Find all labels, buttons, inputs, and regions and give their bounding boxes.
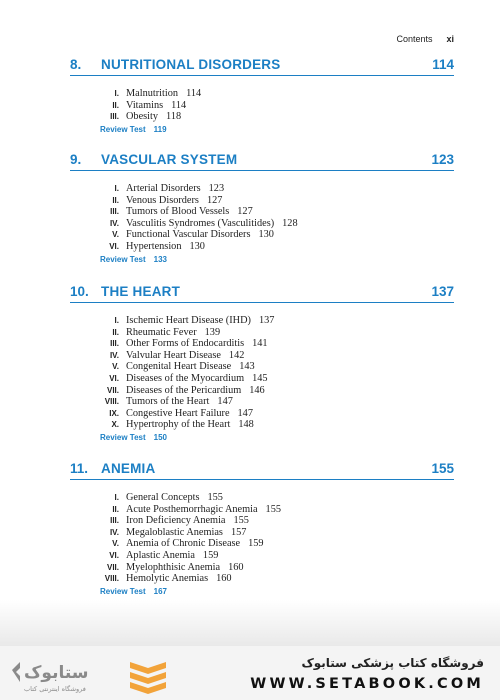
toc-entry[interactable] xyxy=(70,218,454,230)
logo-text: ستابوک xyxy=(24,663,89,683)
entry-title: Venous Disorders xyxy=(126,194,199,206)
chapter-heading[interactable] xyxy=(70,461,454,480)
entry-numeral: VI. xyxy=(109,550,119,560)
entry-page: 128 xyxy=(282,217,298,229)
review-test-entry[interactable] xyxy=(100,587,454,596)
section-list xyxy=(70,183,454,253)
entry-title: Congenital Heart Disease xyxy=(126,361,232,373)
toc-entry[interactable] xyxy=(70,327,454,339)
entry-numeral: VIII. xyxy=(104,397,119,407)
entry-numeral: V. xyxy=(112,539,119,549)
toc-entry[interactable] xyxy=(70,419,454,431)
chapter-heading[interactable] xyxy=(70,284,454,303)
toc-entry[interactable] xyxy=(70,361,454,373)
entry-numeral: III. xyxy=(110,339,119,349)
toc-entry[interactable] xyxy=(70,241,454,253)
entry-numeral: I. xyxy=(114,89,119,98)
chapter-title: NUTRITIONAL DISORDERS xyxy=(101,57,281,72)
entry-page: 139 xyxy=(204,326,221,338)
entry-page: 157 xyxy=(230,526,247,538)
entry-page: 118 xyxy=(166,111,182,123)
toc-entry[interactable] xyxy=(70,504,454,516)
entry-title: Functional Vascular Disorders xyxy=(126,229,251,241)
toc-entry[interactable] xyxy=(70,538,454,550)
entry-title: Iron Deficiency Anemia xyxy=(126,515,226,527)
chapter-page: 114 xyxy=(432,57,454,72)
chapter-page: 155 xyxy=(431,461,454,476)
chapter-block xyxy=(70,461,454,596)
entry-title: Vitamins xyxy=(126,99,164,111)
entry-page: 145 xyxy=(252,372,268,384)
entry-title: Anemia of Chronic Disease xyxy=(126,538,241,550)
entry-title: Hemolytic Anemias xyxy=(126,573,209,585)
entry-title: Obesity xyxy=(126,111,159,123)
entry-page: 141 xyxy=(252,338,268,350)
entry-title: Valvular Heart Disease xyxy=(126,349,221,361)
entry-numeral: I. xyxy=(114,184,119,193)
entry-page: 159 xyxy=(202,549,219,561)
review-test-entry[interactable] xyxy=(100,433,454,442)
review-test-label: Review Test xyxy=(100,586,146,596)
section-list xyxy=(70,315,454,431)
entry-page: 155 xyxy=(207,492,223,503)
entry-numeral: VIII. xyxy=(104,574,119,584)
running-head-title: Contents xyxy=(396,34,433,44)
chapter-heading[interactable] xyxy=(70,152,454,171)
entry-numeral: III. xyxy=(110,112,119,122)
toc-entry[interactable] xyxy=(70,573,454,585)
toc-entry[interactable] xyxy=(70,562,454,574)
logo-chevron-icon xyxy=(12,662,20,682)
review-test-page: 133 xyxy=(153,254,168,264)
entry-numeral: IV. xyxy=(109,350,119,360)
entry-title: Ischemic Heart Disease (IHD) xyxy=(126,315,251,326)
entry-page: 130 xyxy=(189,240,205,252)
toc-entry[interactable] xyxy=(70,350,454,362)
chapter-number: 8. xyxy=(70,57,82,72)
entry-numeral: I. xyxy=(114,316,119,325)
toc-entry[interactable] xyxy=(70,338,454,350)
entry-numeral: IV. xyxy=(109,527,119,537)
entry-numeral: V. xyxy=(112,230,119,240)
entry-title: Arterial Disorders xyxy=(126,183,201,194)
chapter-heading[interactable] xyxy=(70,57,454,76)
toc-entry[interactable] xyxy=(70,206,454,218)
entry-title: Hypertension xyxy=(126,240,182,252)
toc-entry[interactable] xyxy=(70,100,454,112)
toc-entry[interactable] xyxy=(70,408,454,420)
chapter-page: 123 xyxy=(431,152,454,167)
entry-page: 114 xyxy=(171,99,187,111)
toc-entry[interactable] xyxy=(70,550,454,562)
toc-entry[interactable] xyxy=(70,373,454,385)
entry-page: 155 xyxy=(233,515,249,527)
entry-numeral: II. xyxy=(112,100,119,110)
review-test-page: 119 xyxy=(153,124,167,134)
entry-title: Diseases of the Myocardium xyxy=(126,372,245,384)
toc-entry[interactable] xyxy=(70,492,454,504)
chapter-title: ANEMIA xyxy=(101,461,156,476)
entry-numeral: IV. xyxy=(109,218,119,228)
chapter-number: 10. xyxy=(70,284,89,299)
running-head xyxy=(396,34,454,44)
toc-entry[interactable] xyxy=(70,111,454,123)
chapter-title: THE HEART xyxy=(101,284,181,299)
entry-page: 114 xyxy=(186,88,202,99)
entry-title: Tumors of Blood Vessels xyxy=(126,206,230,218)
review-test-page: 167 xyxy=(153,586,168,596)
running-head-page: xi xyxy=(446,34,454,44)
watermark-footer xyxy=(0,646,500,700)
entry-page: 127 xyxy=(237,206,253,218)
entry-title: Acute Posthemorrhagic Anemia xyxy=(126,503,258,515)
entry-numeral: X. xyxy=(111,420,119,430)
entry-title: Tumors of the Heart xyxy=(126,396,210,408)
entry-title: Vasculitis Syndromes (Vasculitides) xyxy=(126,217,275,229)
toc-entry[interactable] xyxy=(70,88,454,100)
entry-page: 160 xyxy=(216,573,232,585)
entry-page: 127 xyxy=(206,194,223,206)
chapter-block xyxy=(70,284,454,442)
entry-title: Megaloblastic Anemias xyxy=(126,526,223,538)
toc-entry[interactable] xyxy=(70,315,454,327)
review-test-entry[interactable] xyxy=(100,125,454,134)
entry-numeral: III. xyxy=(110,207,119,217)
entry-numeral: V. xyxy=(112,362,119,372)
chapter-block xyxy=(70,57,454,134)
review-test-label: Review Test xyxy=(100,254,146,264)
entry-numeral: VII. xyxy=(106,562,119,572)
entry-title: Hypertrophy of the Heart xyxy=(126,419,231,431)
entry-title: Other Forms of Endocarditis xyxy=(126,338,245,350)
entry-page: 130 xyxy=(258,229,274,241)
toc-entry[interactable] xyxy=(70,385,454,397)
entry-page: 123 xyxy=(208,183,225,194)
entry-title: Aplastic Anemia xyxy=(126,549,195,561)
toc-entry[interactable] xyxy=(70,229,454,241)
toc-entry[interactable] xyxy=(70,183,454,195)
setabook-logo xyxy=(8,654,168,694)
toc-entry[interactable] xyxy=(70,527,454,539)
entry-page: 155 xyxy=(265,503,281,515)
entry-page: 160 xyxy=(228,561,244,573)
section-list xyxy=(70,492,454,585)
entry-page: 142 xyxy=(228,349,245,361)
entry-page: 147 xyxy=(217,396,233,408)
chapter-page: 137 xyxy=(431,284,454,299)
page-shadow xyxy=(0,600,500,646)
entry-title: Rheumatic Fever xyxy=(126,326,197,338)
shop-name: فروشگاه کتاب پزشکی ستابوک xyxy=(301,656,484,670)
toc-entry[interactable] xyxy=(70,195,454,207)
entry-numeral: VII. xyxy=(106,385,119,395)
chapter-title: VASCULAR SYSTEM xyxy=(101,152,238,167)
entry-title: Congestive Heart Failure xyxy=(126,407,230,419)
entry-title: Malnutrition xyxy=(126,88,179,99)
entry-title: General Concepts xyxy=(126,492,200,503)
site-url[interactable]: WWW.SETABOOK.COM xyxy=(250,676,484,692)
review-test-entry[interactable] xyxy=(100,255,454,264)
entry-page: 146 xyxy=(249,384,265,396)
toc-entry[interactable] xyxy=(70,515,454,527)
section-list xyxy=(70,88,454,123)
review-test-label: Review Test xyxy=(100,124,146,134)
entry-page: 137 xyxy=(258,315,275,326)
logo-emblem-icon xyxy=(130,662,166,694)
entry-numeral: II. xyxy=(112,504,119,514)
logo-subtext: فروشگاه اینترنتی کتاب xyxy=(24,685,86,693)
toc-entry[interactable] xyxy=(70,396,454,408)
entry-numeral: VI. xyxy=(109,373,119,383)
entry-numeral: II. xyxy=(112,327,119,337)
entry-page: 143 xyxy=(239,361,255,373)
entry-numeral: VI. xyxy=(109,241,119,251)
entry-numeral: III. xyxy=(110,516,119,526)
entry-page: 159 xyxy=(248,538,264,550)
review-test-page: 150 xyxy=(153,432,168,442)
entry-numeral: IX. xyxy=(109,408,119,418)
review-test-label: Review Test xyxy=(100,432,146,442)
entry-title: Diseases of the Pericardium xyxy=(126,384,242,396)
chapter-number: 9. xyxy=(70,152,82,167)
entry-numeral: I. xyxy=(114,493,119,502)
entry-page: 148 xyxy=(238,419,254,431)
entry-numeral: II. xyxy=(112,195,119,205)
chapter-number: 11. xyxy=(70,461,89,476)
chapter-block xyxy=(70,152,454,264)
entry-page: 147 xyxy=(237,407,253,419)
entry-title: Myelophthisic Anemia xyxy=(126,561,221,573)
